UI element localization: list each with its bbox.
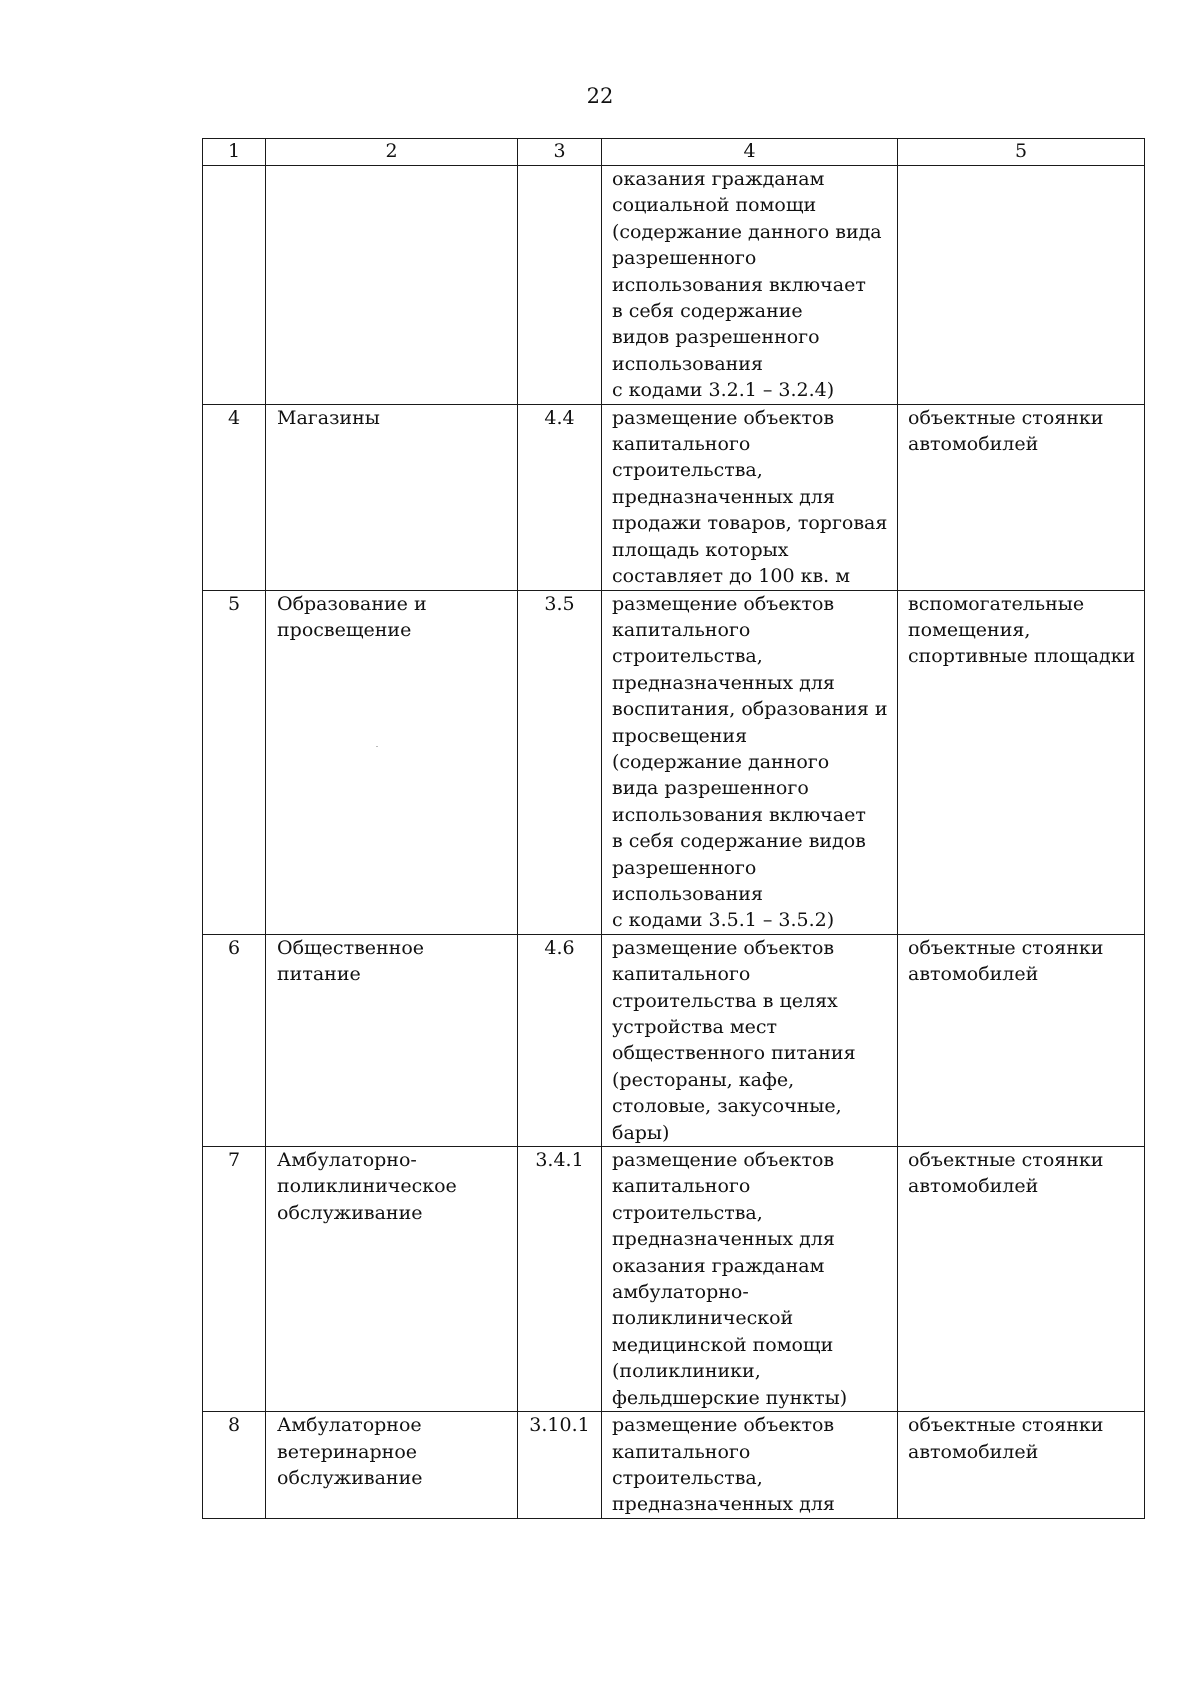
row-number-cell — [203, 1412, 266, 1519]
use-name: Общественное питание — [277, 936, 425, 986]
use-name: Амбулаторно- поликлиническое обслуживание — [277, 1149, 457, 1224]
table-header-row — [203, 139, 1145, 166]
column-header-code: 3 — [518, 139, 602, 166]
use-description-cell — [602, 934, 898, 1146]
row-number-cell — [203, 1147, 266, 1412]
use-description: размещение объектов капитального строительства в целях устройства мест общественного питания (рестораны, кафе, столовые, закусочные, бары) — [612, 936, 856, 1144]
auxiliary-use-cell — [898, 166, 1145, 405]
use-name-cell — [266, 1147, 518, 1412]
row-number: 8 — [227, 1414, 241, 1437]
auxiliary-use: объектные стоянки автомобилей — [908, 936, 1104, 986]
use-code-cell — [518, 934, 602, 1146]
use-name-cell — [266, 590, 518, 934]
use-code-cell — [518, 1412, 602, 1519]
table-row — [203, 934, 1145, 1146]
auxiliary-use: объектные стоянки автомобилей — [908, 1149, 1104, 1198]
table-row — [203, 404, 1145, 590]
page-number: 22 — [586, 84, 614, 108]
column-header-auxiliary: 5 — [898, 139, 1145, 166]
column-header-description: 4 — [602, 139, 898, 166]
use-code-cell — [518, 166, 602, 405]
row-number-cell — [203, 166, 266, 405]
use-name-cell — [266, 404, 518, 590]
row-number-cell — [203, 590, 266, 934]
use-description: размещение объектов капитального строительства, предназначенных для оказания гражданам амбулаторно- поликлинической медицинской помощи (поликлиники, фельдшерские пункты) — [612, 1149, 848, 1409]
column-header-name: 2 — [266, 139, 518, 166]
table-row — [203, 590, 1145, 934]
column-header-number: 1 — [203, 139, 266, 166]
use-name: Образование и просвещение — [277, 592, 427, 641]
use-code-cell — [518, 404, 602, 590]
use-description-cell — [602, 590, 898, 934]
use-description: размещение объектов капитального строительства, предназначенных для — [612, 1414, 835, 1516]
use-code: 3.4.1 — [535, 1149, 584, 1172]
use-code: 4.4 — [544, 406, 575, 429]
auxiliary-use: вспомогательные помещения, спортивные площадки — [908, 592, 1136, 668]
use-code: 4.6 — [544, 936, 575, 959]
scan-artifact — [376, 746, 378, 747]
use-description-cell — [602, 404, 898, 590]
use-description: размещение объектов капитального строительства, предназначенных для воспитания, образования и просвещения (содержание данного вида разрешенного использования включает в себя содержание видов разрешенного использования с кодами 3.5.1 – 3.5.2) — [612, 592, 888, 932]
land-use-table — [202, 138, 1145, 1519]
auxiliary-use: объектные стоянки автомобилей — [908, 406, 1104, 456]
use-description-cell — [602, 166, 898, 405]
use-name-cell — [266, 934, 518, 1146]
use-name-cell — [266, 1412, 518, 1519]
row-number: 4 — [227, 406, 241, 429]
use-description-cell — [602, 1412, 898, 1519]
auxiliary-use-cell — [898, 1412, 1145, 1519]
use-description: размещение объектов капитального строительства, предназначенных для продажи товаров, торговая площадь которых составляет до 100 кв. м — [612, 406, 888, 588]
use-code: 3.10.1 — [529, 1414, 590, 1437]
table-row — [203, 1412, 1145, 1519]
auxiliary-use-cell — [898, 590, 1145, 934]
auxiliary-use-cell — [898, 404, 1145, 590]
use-name: Амбулаторное ветеринарное обслуживание — [277, 1414, 423, 1489]
auxiliary-use-cell — [898, 934, 1145, 1146]
row-number-cell — [203, 404, 266, 590]
row-number: 5 — [227, 592, 241, 615]
auxiliary-use-cell — [898, 1147, 1145, 1412]
use-code-cell — [518, 1147, 602, 1412]
auxiliary-use: объектные стоянки автомобилей — [908, 1414, 1104, 1463]
use-name-cell — [266, 166, 518, 405]
use-description: оказания гражданам социальной помощи (содержание данного вида разрешенного использования включает в себя содержание видов разрешенного использования с кодами 3.2.1 – 3.2.4) — [612, 168, 882, 402]
row-number: 6 — [227, 936, 241, 959]
row-number-cell — [203, 934, 266, 1146]
table-row — [203, 1147, 1145, 1412]
use-name: Магазины — [277, 406, 380, 429]
use-description-cell — [602, 1147, 898, 1412]
table-row — [203, 166, 1145, 405]
use-code-cell — [518, 590, 602, 934]
row-number: 7 — [227, 1149, 241, 1172]
use-code: 3.5 — [544, 592, 575, 615]
